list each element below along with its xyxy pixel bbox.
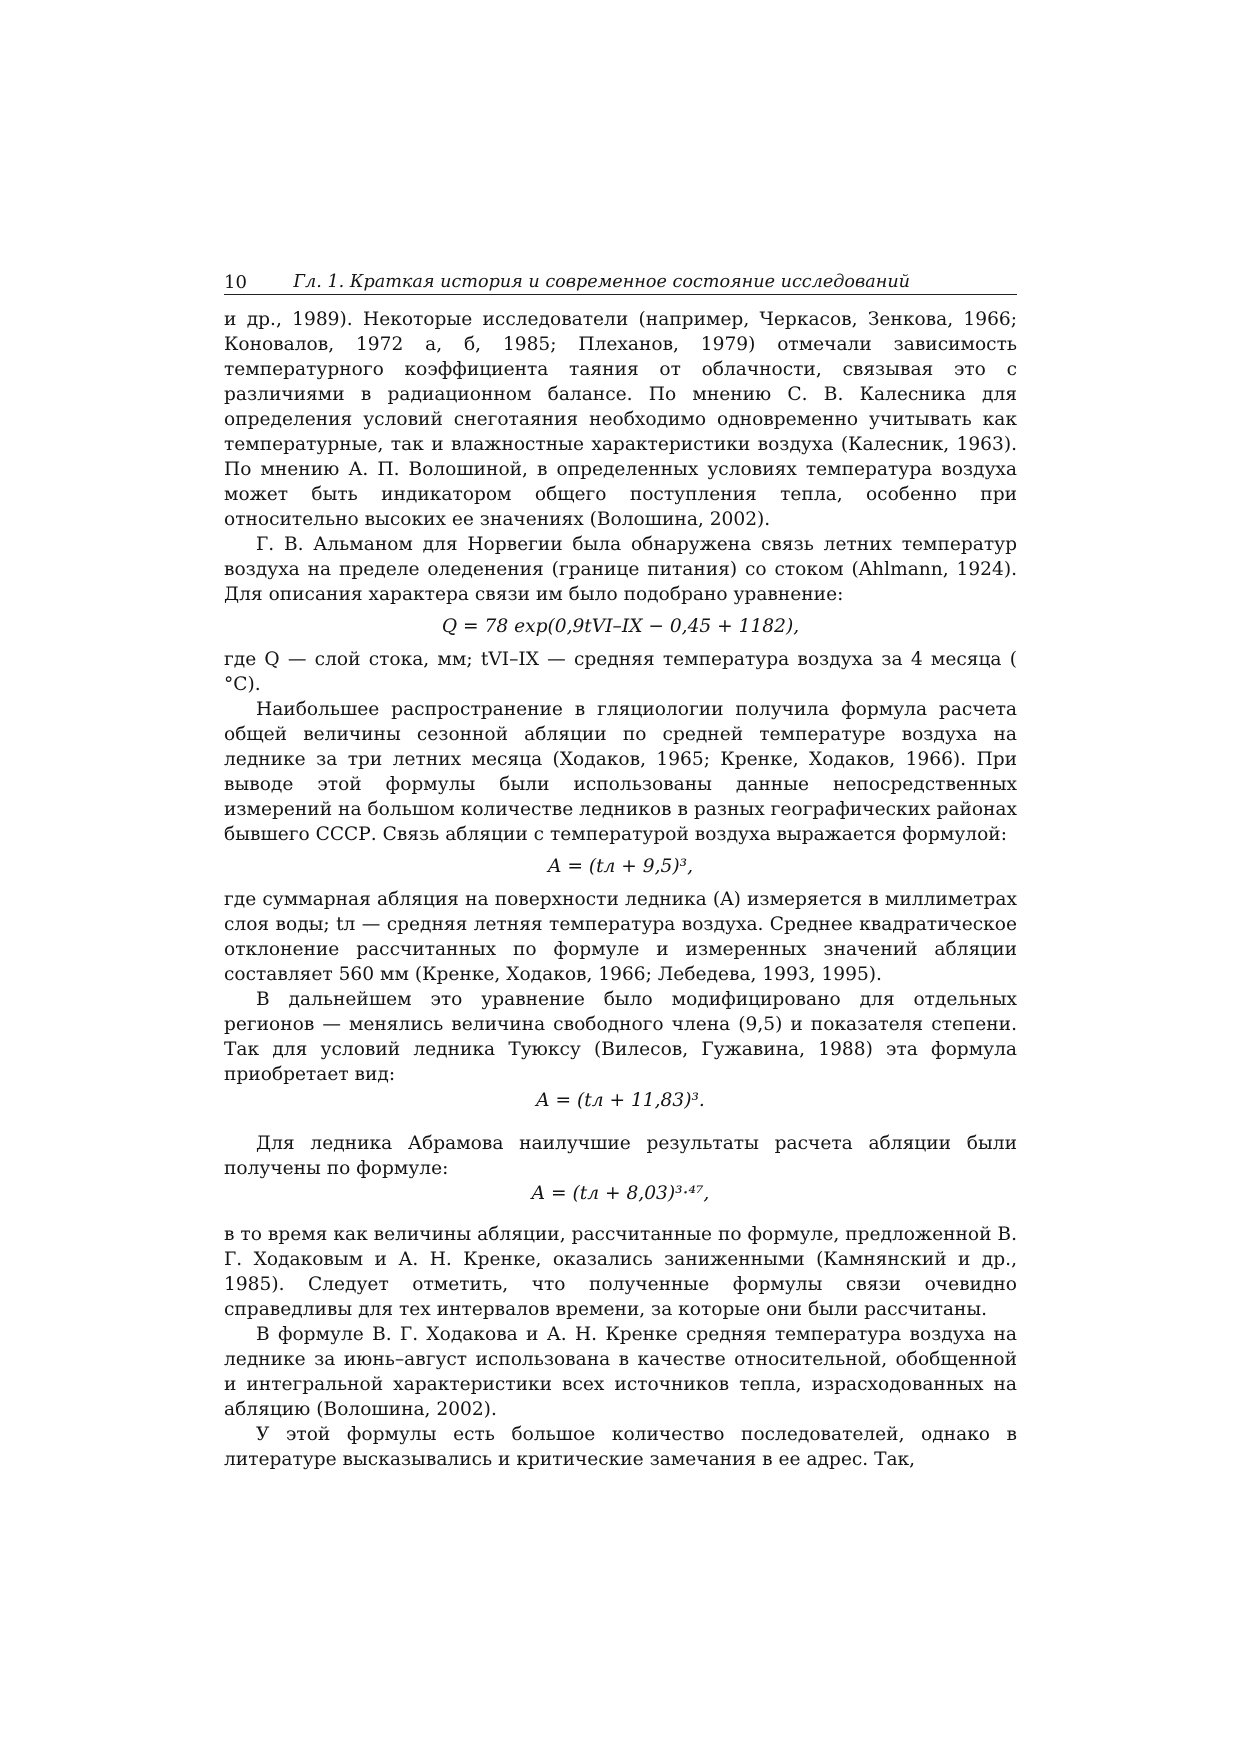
- paragraph-7: Для ледника Абрамова наилучшие результаты расчета абляции были получены по формуле:: [224, 1133, 1017, 1179]
- paragraph-10: У этой формулы есть большое количество последователей, однако в литературе высказывались и критические замечания в ее адрес. Так,: [224, 1424, 1017, 1470]
- paragraph-6: В дальнейшем это уравнение было модифицировано для отдельных регионов — менялись величина свободного члена (9,5) и показателя степени. Так для условий ледника Туюксу (Вилесов, Гужавина, 1988) эта формула приобретает вид:: [224, 989, 1017, 1085]
- running-title: Гл. 1. Краткая история и современное состояние исследований: [293, 272, 910, 292]
- paragraph-3: где Q — слой стока, мм; tVI–IX — средняя температура воздуха за 4 месяца ( °C).: [224, 649, 1017, 695]
- page-number: 10: [224, 272, 247, 293]
- formula-ablation: A = (tл + 9,5)³,: [548, 856, 693, 877]
- paragraph-1: и др., 1989). Некоторые исследователи (например, Черкасов, Зенкова, 1966; Коновалов, 1972 а, б, 1985; Плеханов, 1979) отмечали зависимость температурного коэффициента таяния от облачности, связывая это с различиями в радиационном балансе. По мнению С. В. Калесника для определения условий снеготаяния необходимо одновременно учитывать как температурные, так и влажностные характеристики воздуха (Калесник, 1963). По мнению А. П. Волошиной, в определенных условиях температура воздуха может быть индикатором общего поступления тепла, особенно при относительно высоких ее значениях (Волошина, 2002).: [224, 309, 1017, 530]
- paragraph-2: Г. В. Альманом для Норвегии была обнаружена связь летних температур воздуха на пределе оледенения (границе питания) со стоком (Ahlmann, 1924). Для описания характера связи им было подобрано уравнение:: [224, 534, 1017, 605]
- formula-abramov: A = (tл + 8,03)³·⁴⁷,: [531, 1183, 710, 1204]
- paragraph-8: в то время как величины абляции, рассчитанные по формуле, предложенной В. Г. Ходаковым и А. Н. Кренке, оказались заниженными (Камнянский и др., 1985). Следует отметить, что полученные формулы связи очевидно справедливы для тех интервалов времени, за которые они были рассчитаны.: [224, 1224, 1017, 1320]
- paragraph-9: В формуле В. Г. Ходакова и А. Н. Кренке средняя температура воздуха на леднике за июнь–август использована в качестве относительной, обобщенной и интегральной характеристики всех источников тепла, израсходованных на абляцию (Волошина, 2002).: [224, 1324, 1017, 1420]
- running-header: [224, 270, 1017, 295]
- paragraph-5: где суммарная абляция на поверхности ледника (A) измеряется в миллиметрах слоя воды; tл — средняя летняя температура воздуха. Среднее квадратическое отклонение рассчитанных по формуле и измеренных значений абляции составляет 560 мм (Кренке, Ходаков, 1966; Лебедева, 1993, 1995).: [224, 889, 1017, 985]
- formula-tuyuksu: A = (tл + 11,83)³.: [536, 1090, 705, 1111]
- paragraph-4: Наибольшее распространение в гляциологии получила формула расчета общей величины сезонной абляции по средней температуре воздуха на леднике за три летних месяца (Ходаков, 1965; Кренке, Ходаков, 1966). При выводе этой формулы были использованы данные непосредственных измерений на большом количестве ледников в разных географических районах бывшего СССР. Связь абляции с температурой воздуха выражается формулой:: [224, 699, 1017, 845]
- page: [224, 270, 1017, 1472]
- formula-runoff: Q = 78 exp(0,9tVI–IX − 0,45 + 1182),: [441, 616, 800, 637]
